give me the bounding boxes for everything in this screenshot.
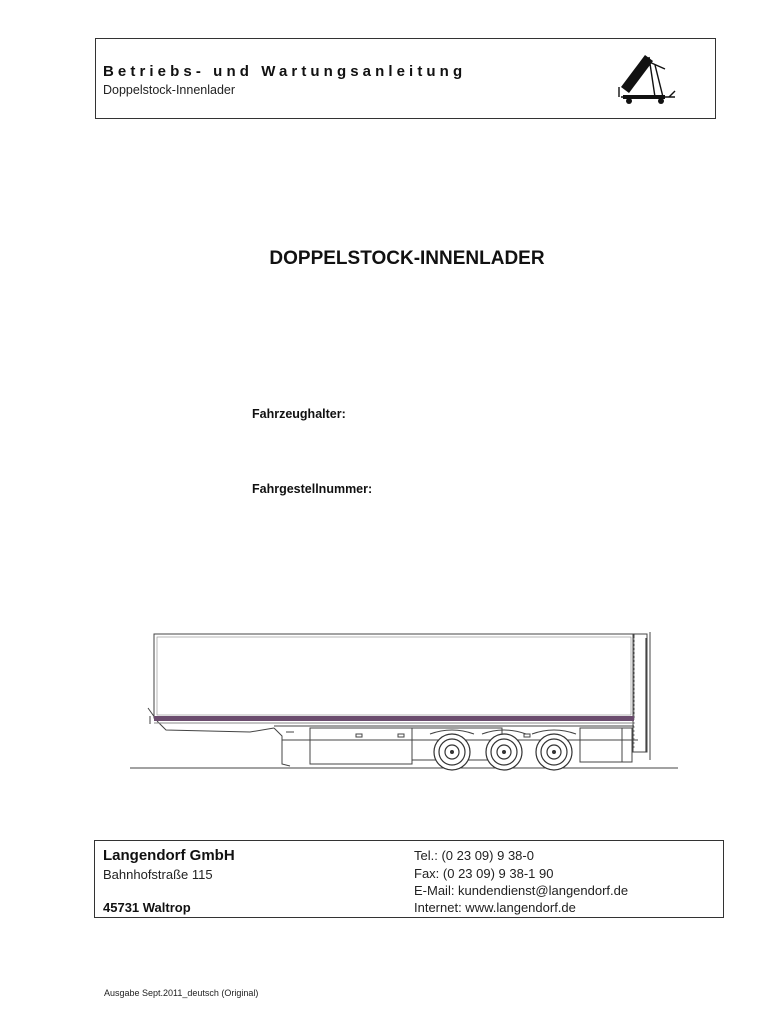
street-address: Bahnhofstraße 115 [103, 867, 213, 882]
website[interactable]: Internet: www.langendorf.de [414, 900, 576, 915]
edition-note: Ausgabe Sept.2011_deutsch (Original) [104, 988, 259, 998]
chassis-number-label: Fahrgestellnummer: [252, 482, 373, 496]
manual-subtitle: Doppelstock-Innenlader [103, 83, 236, 97]
manual-title: Betriebs- und Wartungsanleitung [103, 63, 467, 80]
document-title: DOPPELSTOCK-INNENLADER [269, 248, 545, 269]
email[interactable]: E-Mail: kundendienst@langendorf.de [414, 883, 629, 898]
header-box [95, 38, 716, 119]
phone: Tel.: (0 23 09) 9 38-0 [414, 848, 534, 863]
city: 45731 Waltrop [103, 900, 191, 915]
semi-trailer-drawing [130, 628, 680, 774]
company-name: Langendorf GmbH [103, 847, 235, 864]
fax: Fax: (0 23 09) 9 38-1 90 [414, 866, 554, 881]
owner-label: Fahrzeughalter: [252, 407, 346, 421]
footer-contact-box [94, 840, 724, 918]
tipping-trailer-icon [611, 47, 679, 105]
